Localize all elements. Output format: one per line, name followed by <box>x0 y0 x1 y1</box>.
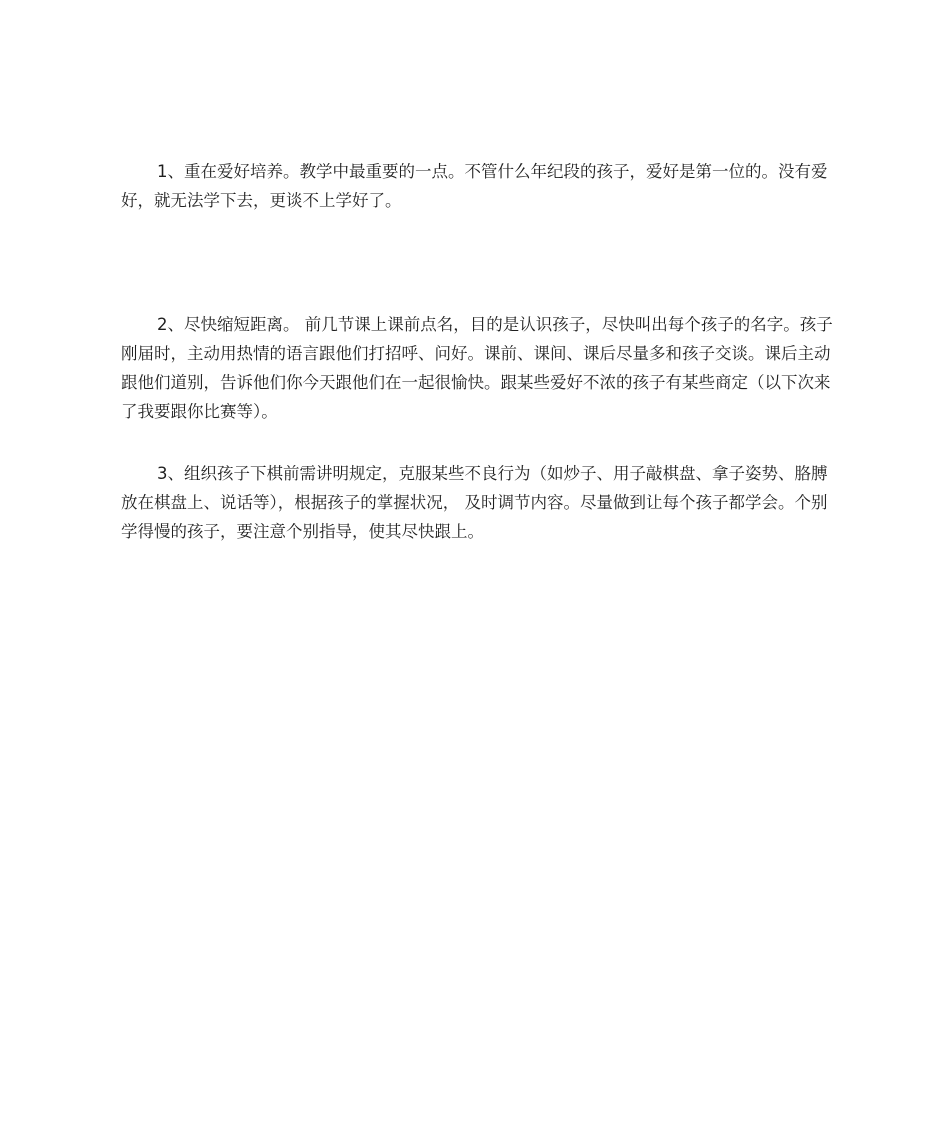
paragraph-1: 1、重在爱好培养。教学中最重要的一点。不管什么年纪段的孩子，爱好是第一位的。没有爱好，就无法学下去，更谈不上学好了。 <box>121 162 828 210</box>
paragraph-3: 3、组织孩子下棋前需讲明规定，克服某些不良行为（如炒子、用子敲棋盘、拿子姿势、胳膊放在棋盘上、说话等），根据孩子的掌握状况， 及时调节内容。尽量做到让每个孩子都学会。个别学得慢的孩子，要注意个别指导，使其尽快跟上。 <box>121 464 828 541</box>
paragraph-2: 2、尽快缩短距离。 前几节课上课前点名，目的是认识孩子，尽快叫出每个孩子的名字。孩子刚届时，主动用热情的语言跟他们打招呼、问好。课前、课间、课后尽量多和孩子交谈。课后主动跟他们道别，告诉他们你今天跟他们在一起很愉快。跟某些爱好不浓的孩子有某些商定（以下次来了我要跟你比赛等）。 <box>121 315 833 421</box>
